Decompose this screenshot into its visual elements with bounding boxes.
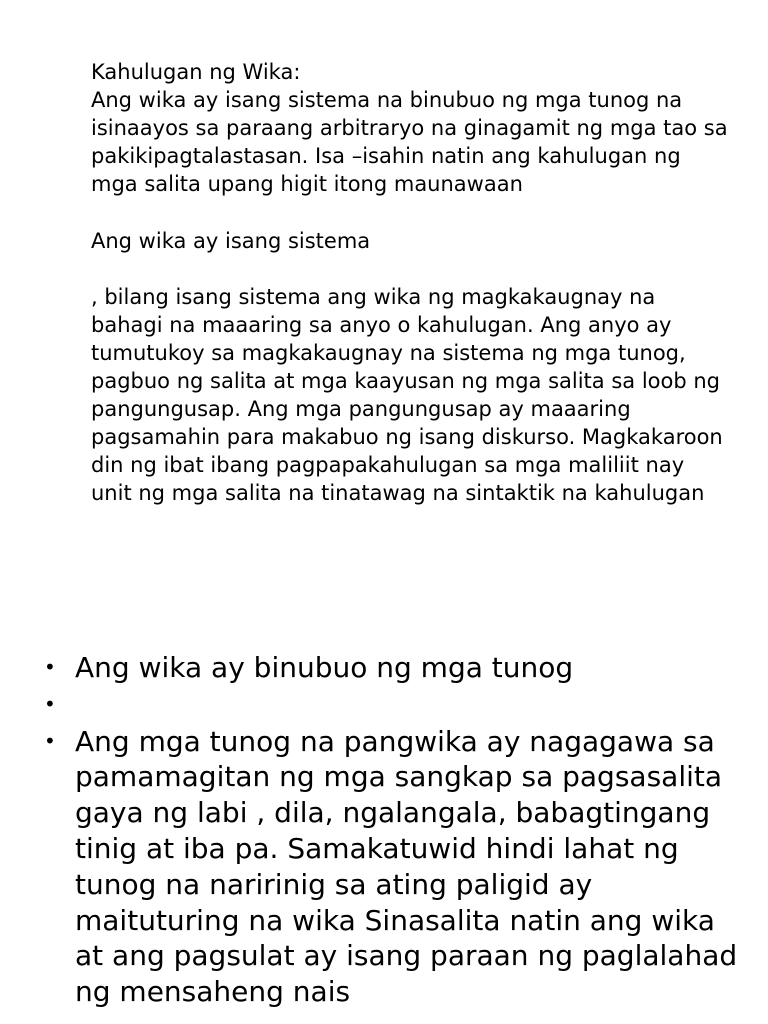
- definition-paragraph: Ang wika ay isang sistema na binubuo ng mga tunog na isinaayos sa paraang arbitraryo na ginagamit ng mga tao sa pakikipagtalastasan. Isa –isahin natin ang kahulugan ng mga salita upang higit itong maunawaan: [91, 88, 728, 197]
- bullet-text: Ang wika ay binubuo ng mga tunog: [75, 651, 574, 684]
- section-subheading: Ang wika ay isang sistema: [91, 228, 371, 253]
- bullet-icon: •: [44, 655, 56, 679]
- bullet-icon: •: [44, 691, 56, 716]
- bullet-icon: •: [44, 728, 56, 753]
- top-slide-text-block: [91, 58, 731, 578]
- system-paragraph: , bilang isang sistema ang wika ng magkakaugnay na bahagi na maaaring sa anyo o kahulugan. Ang anyo ay tumutukoy sa magkakaugnay na sistema ng mga tunog, pagbuo ng salita at mga kaayusan ng mga salita sa loob ng pangungusap. Ang mga pangungusap ay maaaring pagsamahin para makabuo ng isang diskurso. Magkakaroon din ng ibat ibang pagpapakahulugan sa mga maliliit nay unit ng mga salita na tinatawag na sintaktik na kahulugan: [91, 284, 723, 506]
- slide-heading: Kahulugan ng Wika:: [91, 60, 301, 84]
- bullet-item: [0, 724, 768, 1010]
- bullet-item: [0, 650, 768, 686]
- paragraph-spacer: [91, 255, 731, 283]
- paragraph-spacer: [91, 198, 731, 226]
- bullet-item-empty: [0, 687, 768, 723]
- bullet-text: Ang mga tunog na pangwika ay nagagawa sa pamamagitan ng mga sangkap sa pagsasalita gaya ng labi , dila, ngalangala, babagtingang tinig at iba pa. Samakatuwid hindi lahat ng tunog na naririnig sa ating paligid ay maituturing na wika Sinasalita natin ang wika at ang pagsulat ay isang paraan ng paglalahad ng mensaheng nais: [75, 724, 738, 1009]
- bullet-list: [0, 650, 768, 1010]
- bottom-slide: [0, 650, 768, 1024]
